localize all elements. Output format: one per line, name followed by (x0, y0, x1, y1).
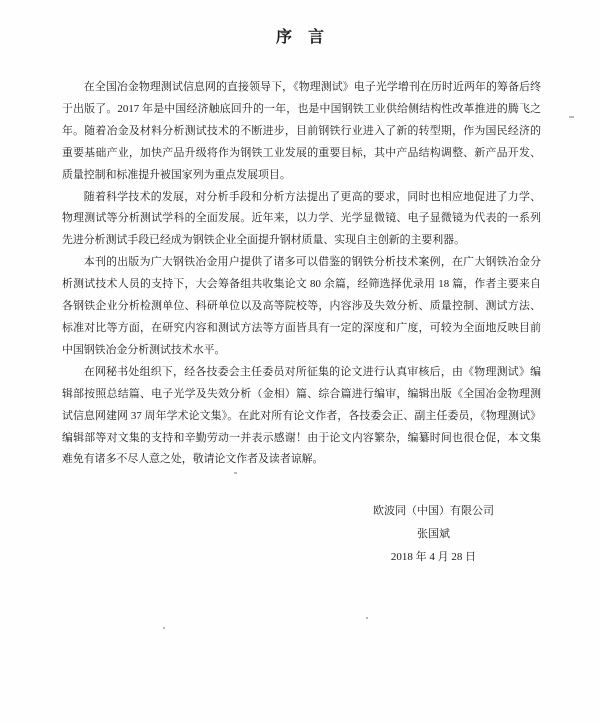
signature-block (373, 500, 494, 568)
scan-artifact (366, 617, 368, 619)
page-title: 序 言 (275, 29, 324, 46)
paragraph-1: 在全国冶金物理测试信息网的直接领导下，《物理测试》电子光学增刊在历时近两年的筹备后终于出版了。2017 年是中国经济触底回升的一年，也是中国钢铁工业供给侧结构性改革推进的腾飞之年。随着冶金及材料分析测试技术的不断进步，目前钢铁行业进入了新的转型期，作为国民经济的重要基础产业，加快产品升级将作为钢铁工业发展的重要目标，其中产品结构调整、新产品开发、质量控制和标准提升被国家列为重点发展项目。 (62, 81, 541, 181)
signature-name: 张国斌 (417, 527, 450, 540)
scan-artifact (569, 116, 574, 118)
signature-date: 2018 年 4 月 28 日 (390, 550, 477, 563)
signature-company: 欧波同（中国）有限公司 (373, 505, 494, 518)
preface-body (62, 77, 541, 471)
paragraph-2: 随着科学技术的发展，对分析手段和分析方法提出了更高的要求，同时也相应地促进了力学、物理测试等分析测试学科的全面发展。近年来，以力学、光学显微镜、电子显微镜为代表的一系列先进分析测试手段已经成为钢铁企业全面提升钢材质量、实现自主创新的主要利器。 (62, 190, 541, 247)
scan-artifact (234, 472, 237, 474)
paragraph-3: 本刊的出版为广大钢铁冶金用户提供了诸多可以借鉴的钢铁分析技术案例，在广大钢铁冶金分析测试技术人员的支持下，大会筹备组共收集论文 80 余篇，经筛选择优录用 18 篇，作者主要来自各钢铁企业分析检测单位、科研单位以及高等院校等，内容涉及失效分析、质量控制、测试方法、标准对比等方面，在研究内容和测试方法等方面皆具有一定的深度和广度，可较为全面地反映目前中国钢铁冶金分析测试技术水平。 (62, 256, 541, 356)
scan-artifact (163, 627, 165, 629)
paragraph-4: 在网秘书处组织下，经各技委会主任委员对所征集的论文进行认真审核后，由《物理测试》编辑部按照总结篇、电子光学及失效分析（金相）篇、综合篇进行编审，编辑出版《全国冶金物理测试信息网建网 37 周年学术论文集》。在此对所有论文作者，各技委会正、副主任委员，《物理测试》编辑部等对文集的支持和辛勤劳动一并表示感谢！由于论文内容繁杂，编纂时间也很仓促，本文集难免有诸多不尽人意之处，敬请论文作者及读者谅解。 (62, 365, 541, 466)
